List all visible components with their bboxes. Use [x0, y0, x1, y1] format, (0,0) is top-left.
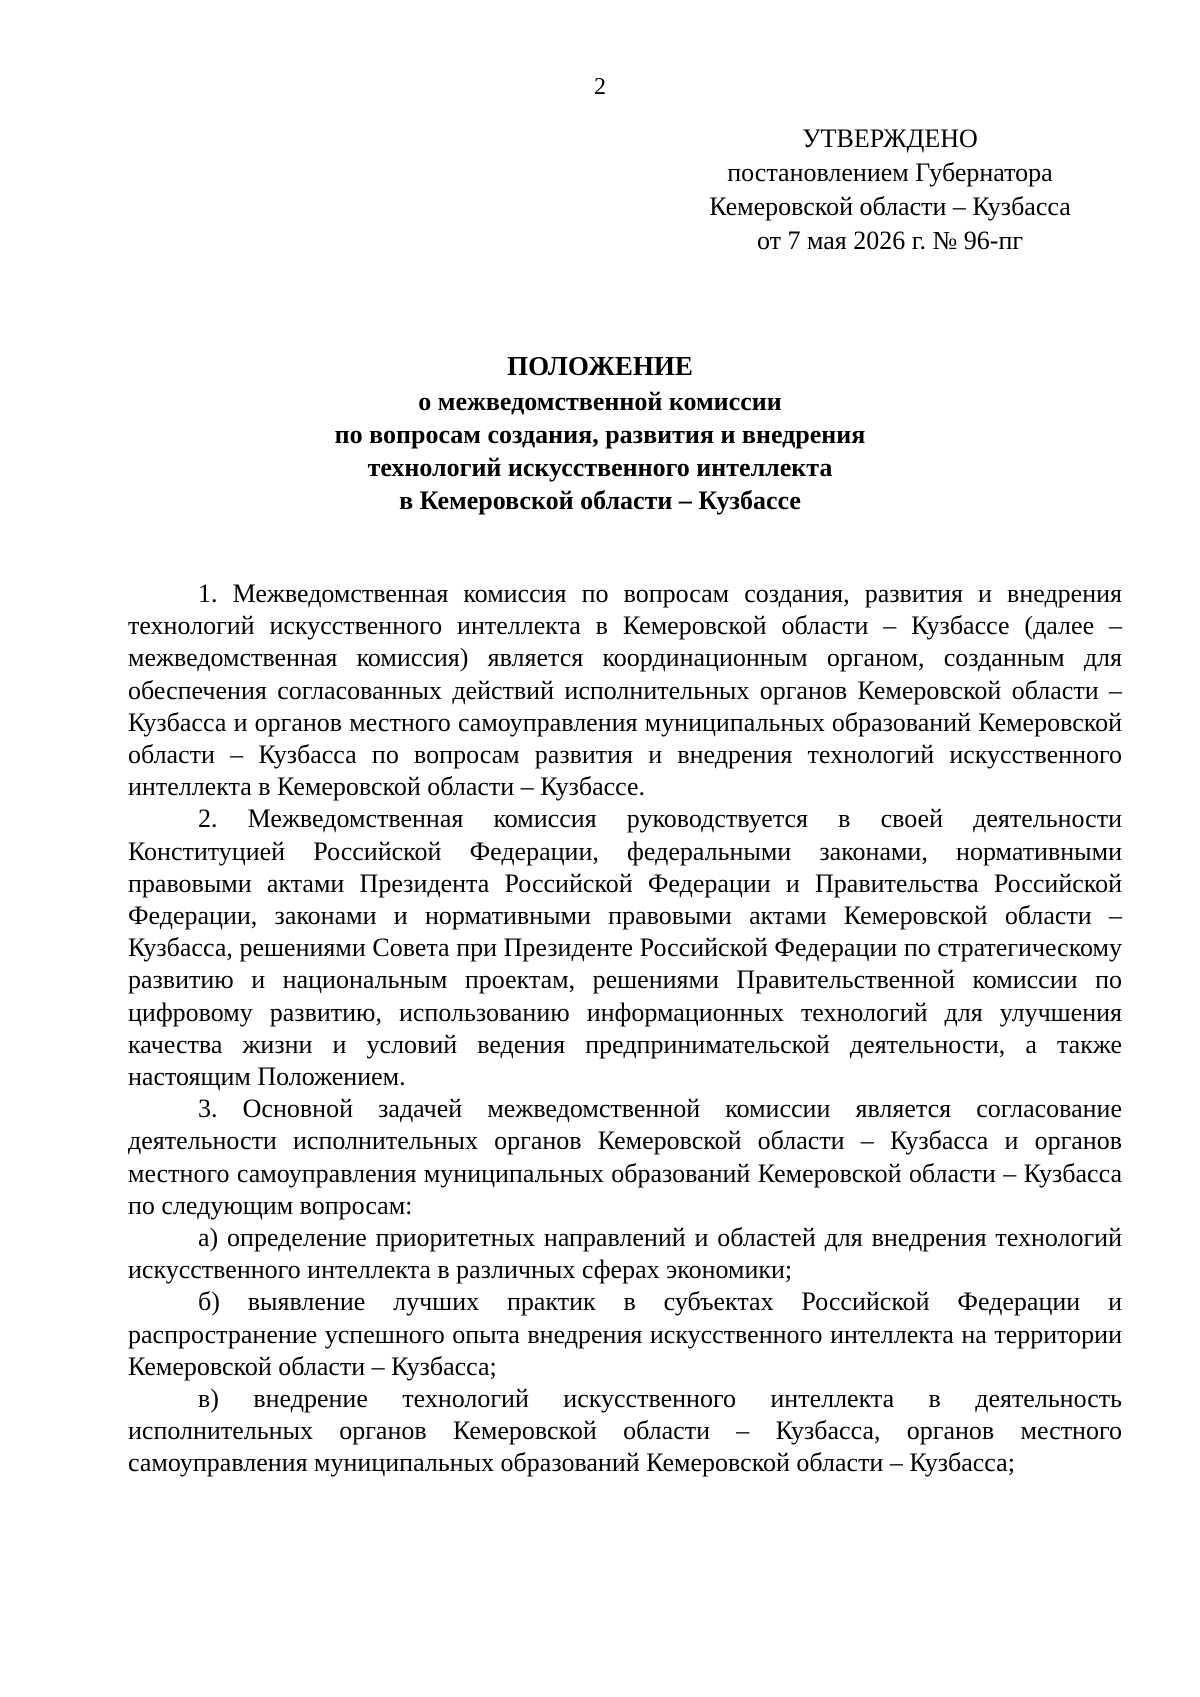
list-item-b: б) выявление лучших практик в субъектах Российской Федерации и распространение успешного опыта внедрения искусственного интеллекта на территории Кемеровской области – Кузбасса; — [128, 1287, 1122, 1381]
page-number: 2 — [594, 74, 606, 100]
title-line: о межведомственной комиссии — [418, 387, 782, 416]
title-line: по вопросам создания, развития и внедрения — [334, 420, 866, 449]
paragraph-2: 2. Межведомственная комиссия руководствуется в своей деятельности Конституцией Российской Федерации, федеральными законами, нормативными правовыми актами Президента Российской Федерации и Правительства Российской Федерации, законами и нормативными правовыми актами Кемеровской области – Кузбасса, решениями Совета при Президенте Российской Федерации по стратегическому развитию и национальным проектам, решениями Правительственной комиссии по цифровому развитию, использованию информационных технологий для улучшения качества жизни и условий ведения предпринимательской деятельности, а также настоящим Положением. — [128, 804, 1122, 1092]
approval-date: от 7 мая 2026 г. № 96-пг — [756, 226, 1024, 255]
approval-line: постановлением Губернатора — [727, 158, 1053, 187]
approval-heading: УТВЕРЖДЕНО — [802, 124, 978, 153]
list-item-c: в) внедрение технологий искусственного интеллекта в деятельность исполнительных органов Кемеровской области – Кузбасса, органов местного самоуправления муниципальных образований Кемеровской области – Кузбасса; — [128, 1384, 1122, 1478]
approval-line: Кемеровской области – Кузбасса — [709, 192, 1071, 221]
paragraph-1: 1. Межведомственная комиссия по вопросам создания, развития и внедрения технологий искусственного интеллекта в Кемеровской области – Кузбассе (далее – межведомственная комиссия) является координационным органом, созданным для обеспечения согласованных действий исполнительных органов Кемеровской области – Кузбасса и органов местного самоуправления муниципальных образований Кемеровской области – Кузбасса по вопросам развития и внедрения технологий искусственного интеллекта в Кемеровской области – Кузбассе. — [128, 579, 1122, 802]
title-line: технологий искусственного интеллекта — [367, 453, 833, 482]
document-body — [128, 578, 1122, 1480]
approval-stamp — [650, 122, 1130, 258]
paragraph-3: 3. Основной задачей межведомственной комиссии является согласование деятельности исполнительных органов Кемеровской области – Кузбасса и органов местного самоуправления муниципальных образований Кемеровской области – Кузбасса по следующим вопросам: — [128, 1094, 1122, 1220]
list-item-a: а) определение приоритетных направлений и областей для внедрения технологий искусственного интеллекта в различных сферах экономики; — [128, 1223, 1122, 1285]
document-title — [0, 350, 1200, 517]
title-line: в Кемеровской области – Кузбассе — [399, 486, 801, 515]
title-main: ПОЛОЖЕНИЕ — [507, 351, 693, 381]
